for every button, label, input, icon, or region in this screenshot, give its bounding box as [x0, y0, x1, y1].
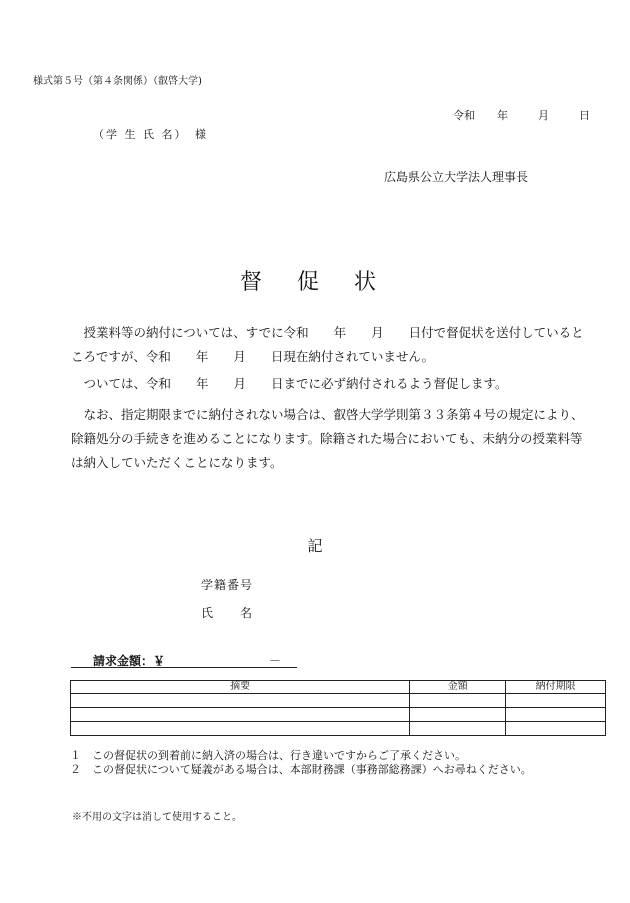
- form-number: 様式第５号（第４条関係）（叡啓大学): [33, 76, 202, 87]
- name-label: 氏 名: [201, 606, 254, 620]
- student-number-label: 学籍番号: [201, 578, 254, 592]
- table-row: [71, 708, 606, 722]
- table-row: [71, 694, 606, 708]
- note-1: １ この督促状の到着前に納入済の場合は、行き違いですからご了承ください。: [70, 749, 466, 762]
- record-heading: 記: [307, 537, 323, 555]
- body-paragraph-1: 授業料等の納付については、すでに令和 年 月 日付で督促状を送付しているところですが、令和 年 月 日現在納付されていません。: [71, 325, 584, 364]
- table-row: [71, 722, 606, 736]
- note-2: ２ この督促状について疑義がある場合は、本部財務課（事務部総務課）へお尋ねください。: [70, 763, 532, 776]
- body-paragraph-2: ついては、令和 年 月 日までに必ず納付されるよう督促します。: [71, 376, 508, 391]
- billing-amount-label: 請求金額：￥: [93, 654, 166, 668]
- footnote: ※不用の文字は消して使用すること。: [72, 812, 242, 823]
- table-cell: [506, 722, 606, 736]
- date-line: [453, 107, 590, 123]
- table-cell: [410, 694, 506, 708]
- table-cell: [410, 708, 506, 722]
- table-cell: [71, 722, 410, 736]
- body-paragraph-3: なお、指定期限までに納付されない場合は、叡啓大学学則第３３条第４号の規定により、除籍処分の手続きを進めることになります。除籍された場合においても、未納分の授業料等は納入していただくことになります。: [71, 407, 584, 470]
- table-cell: [506, 694, 606, 708]
- date-month: 月: [538, 109, 549, 122]
- column-header-description: 摘要: [71, 681, 410, 694]
- addressee: （学 生 氏 名） 様: [93, 128, 208, 141]
- column-header-due-date: 納付期限: [506, 681, 606, 694]
- page-title: 督 促 状: [240, 270, 390, 295]
- table-cell: [71, 708, 410, 722]
- column-header-amount: 金額: [410, 681, 506, 694]
- notes: [70, 749, 570, 777]
- billing-table: [70, 680, 606, 736]
- billing-amount-dash: －: [269, 654, 282, 668]
- table-cell: [506, 708, 606, 722]
- table-header-row: [71, 681, 606, 694]
- date-era: 令和: [453, 109, 475, 122]
- table-cell: [71, 694, 410, 708]
- date-year: 年: [497, 109, 508, 122]
- billing-amount-line: [71, 652, 297, 668]
- table-cell: [410, 722, 506, 736]
- issuer: 広島県公立大学法人理事長: [384, 170, 529, 184]
- date-day: 日: [579, 109, 590, 122]
